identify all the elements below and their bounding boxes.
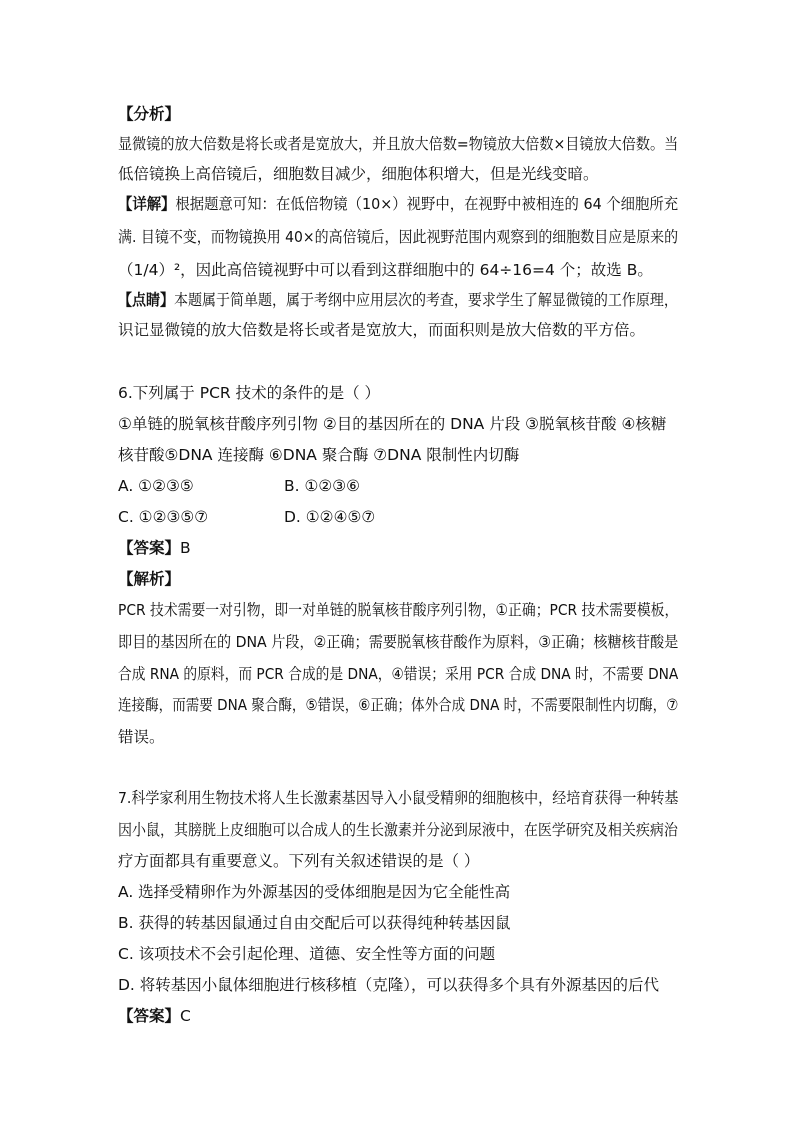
analysis-line-2: 低倍镜换上高倍镜后，细胞数目减少，细胞体积增大，但是光线变暗。 [118, 165, 599, 183]
q6-stem: 6.下列属于 PCR 技术的条件的是（ ） [118, 384, 381, 402]
q6-explain-line-5: 错误。 [118, 728, 165, 746]
q6-answer [118, 538, 678, 558]
q7-stem-line-1: 7.科学家利用生物技术将人生长激素基因导入小鼠受精卵的细胞核中，经培育获得一种转基 [118, 789, 679, 807]
analysis-heading: 【分析】 [118, 105, 181, 123]
q7-option-d: D. 将转基因小鼠体细胞进行核移植（克隆），可以获得多个具有外源基因的后代 [118, 976, 660, 994]
q7-option-c: C. 该项技术不会引起伦理、道德、安全性等方面的问题 [118, 945, 496, 963]
q6-explain-line-1: PCR 技术需要一对引物，即一对单链的脱氧核苷酸序列引物，①正确；PCR 技术需要模板， [118, 601, 679, 619]
q7-stem-line-3: 疗方面都具有重要意义。下列有关叙述错误的是（ ） [118, 852, 480, 870]
q7-answer [118, 1006, 678, 1026]
comment-text-1: 本题属于简单题，属于考纲中应用层次的考查，要求学生了解显微镜的工作原理， [174, 291, 678, 309]
q6-option-c: C. ①②③⑤⑦ [118, 508, 209, 526]
q6-items-line-1: ①单链的脱氧核苷酸序列引物 ②目的基因所在的 DNA 片段 ③脱氧核苷酸 ④核糖 [118, 415, 667, 433]
comment-line-2: 识记显微镜的放大倍数是将长或者是宽放大，而面积则是放大倍数的平方倍。 [118, 321, 646, 339]
q6-items-line-2: 核苷酸⑤DNA 连接酶 ⑥DNA 聚合酶 ⑦DNA 限制性内切酶 [118, 446, 520, 464]
comment-heading: 【点睛】 [118, 291, 175, 309]
q6-option-b: B. ①②③⑥ [284, 477, 361, 495]
detail-text-1: 根据题意可知：在低倍物镜（10×）视野中，在视野中被相连的 64 个细胞所充 [175, 195, 679, 213]
detail-line-3: （1/4）²，因此高倍镜视野中可以看到这群细胞中的 64÷16=4 个；故选 B。 [118, 261, 653, 279]
q6-explain-line-2: 即目的基因所在的 DNA 片段，②正确；需要脱氧核苷酸作为原料，③正确；核糖核苷酸是 [118, 633, 679, 651]
comment-line-1 [118, 290, 678, 310]
q7-stem-line-2: 因小鼠，其膀胱上皮细胞可以合成人的生长激素并分泌到尿液中，在医学研究及相关疾病治 [118, 821, 678, 839]
q6-option-d: D. ①②④⑤⑦ [284, 508, 376, 526]
q6-explain-heading: 【解析】 [118, 570, 181, 588]
detail-line-2: 满. 目镜不变，而物镜换用 40×的高倍镜后，因此视野范围内观察到的细胞数目应是原来的 [118, 228, 679, 246]
q7-answer-heading: 【答案】 [118, 1007, 181, 1025]
detail-line-1 [118, 194, 679, 214]
detail-heading: 【详解】 [118, 195, 176, 213]
q6-explain-line-3: 合成 RNA 的原料，而 PCR 合成的是 DNA，④错误；采用 PCR 合成 DNA 时，不需要 DNA [118, 665, 679, 683]
q6-option-a: A. ①②③⑤ [118, 477, 194, 495]
q7-option-b: B. 获得的转基因鼠通过自由交配后可以获得纯种转基因鼠 [118, 914, 511, 932]
q7-option-a: A. 选择受精卵作为外源基因的受体细胞是因为它全能性高 [118, 883, 511, 901]
q7-answer-value: C [180, 1007, 191, 1025]
q6-explain-line-4: 连接酶，而需要 DNA 聚合酶，⑤错误，⑥正确；体外合成 DNA 时，不需要限制性内切酶，⑦ [118, 696, 679, 714]
q6-answer-heading: 【答案】 [118, 539, 181, 557]
q6-answer-value: B [180, 539, 191, 557]
analysis-line-1: 显微镜的放大倍数是将长或者是宽放大，并且放大倍数=物镜放大倍数×目镜放大倍数。当 [118, 135, 679, 153]
